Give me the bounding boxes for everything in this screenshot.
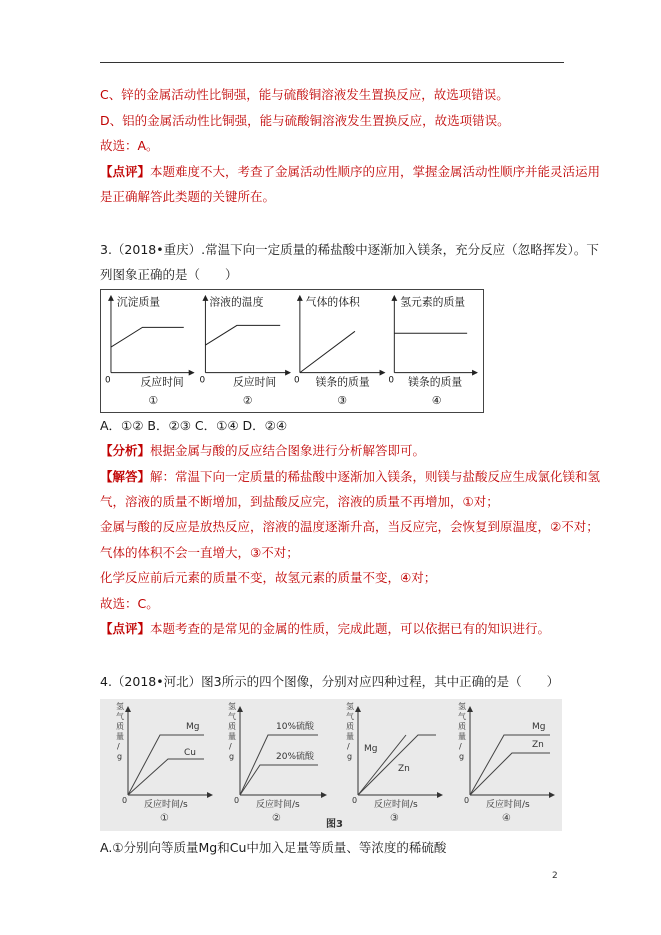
q3-graph-figure xyxy=(100,289,484,413)
svg-text:氢: 氢 xyxy=(346,702,354,711)
q3-graph-3-line xyxy=(300,331,355,372)
q3-stem-line2: 列图象正确的是（ ） xyxy=(100,267,238,282)
q3-graph-3-origin: 0 xyxy=(293,375,300,386)
q3-graph-3 xyxy=(294,295,385,407)
q4-figure-caption: 图3 xyxy=(326,819,343,830)
q3-graph-1-origin: 0 xyxy=(105,375,111,386)
q3-solution-line3: 金属与酸的反应是放热反应，溶液的温度逐渐升高，当反应完，会恢复到原温度，②不对； xyxy=(100,519,599,534)
q3-graph-4-origin: 0 xyxy=(388,375,395,386)
prev-option-d: D、铝的金属活动性比铜强，能与硫酸铜溶液发生置换反应，故选项错误。 xyxy=(100,113,510,128)
q4-graph-4-label-b: Zn xyxy=(532,740,544,750)
svg-text:质: 质 xyxy=(116,722,124,731)
q3-graph-2-number: ② xyxy=(242,394,253,408)
q3-graph-2-origin: 0 xyxy=(199,375,206,386)
q4-graph-4-number: ④ xyxy=(502,813,511,824)
q3-graph-3-number: ③ xyxy=(337,394,347,408)
svg-text:质: 质 xyxy=(228,722,236,731)
q4-graph-2-label-a: 10%硫酸 xyxy=(276,722,315,732)
q3-graph-2-xlabel: 反应时间 xyxy=(232,375,277,389)
svg-text:g: g xyxy=(117,752,123,761)
q4-graph-1-origin: 0 xyxy=(122,796,128,805)
svg-text:气: 气 xyxy=(116,712,124,721)
svg-text:g: g xyxy=(229,752,235,761)
svg-text:g: g xyxy=(459,752,465,761)
prev-answer: 故选：A。 xyxy=(100,138,159,153)
q4-graph-3-label-b: Zn xyxy=(398,764,410,774)
q3-graph-2-line xyxy=(205,325,280,345)
svg-text:g: g xyxy=(347,752,353,761)
svg-text:/: / xyxy=(229,742,232,751)
q4-graph-3-origin: 0 xyxy=(352,796,358,805)
q3-graph-1-line xyxy=(111,327,184,347)
q4-graph-2-xlabel: 反应时间/s xyxy=(256,800,300,810)
svg-text:量: 量 xyxy=(116,732,124,741)
svg-text:量: 量 xyxy=(346,732,354,741)
q4-graph-3-number: ③ xyxy=(390,813,399,824)
q4-graph-1-xlabel: 反应时间/s xyxy=(144,800,188,810)
q4-graph-1-label-a: Mg xyxy=(186,722,200,732)
svg-text:氢: 氢 xyxy=(458,702,466,711)
q4-option-a: A.①分别向等质量Mg和Cu中加入足量等质量、等浓度的稀硫酸 xyxy=(100,840,447,855)
solution-text: 解：常温下向一定质量的稀盐酸中逐渐加入镁条，则镁与盐酸反应生成氯化镁和氢 xyxy=(150,469,601,484)
q3-graph-4 xyxy=(388,295,477,407)
q4-graph-1-number: ① xyxy=(160,813,169,824)
q3-graph-1-number: ① xyxy=(148,394,159,408)
q3-comment xyxy=(100,620,550,638)
svg-text:质: 质 xyxy=(458,722,466,731)
analysis-text: 根据金属与酸的反应结合图象进行分析解答即可。 xyxy=(150,443,426,458)
q3-options: A．①② B．②③ C．①④ D．②④ xyxy=(100,418,288,433)
q3-solution-line2: 气，溶液的质量不断增加，到盐酸反应完，溶液的质量不再增加，①对； xyxy=(100,494,499,509)
q3-answer: 故选：C。 xyxy=(100,596,159,611)
svg-text:量: 量 xyxy=(458,732,466,741)
svg-text:气: 气 xyxy=(228,712,236,721)
q4-graph-3-label-a: Mg xyxy=(364,744,378,754)
prev-comment xyxy=(100,163,600,181)
svg-text:/: / xyxy=(117,742,120,751)
prev-comment-cont: 是正确解答此类题的关键所在。 xyxy=(100,189,276,204)
solution-tag: 【解答】 xyxy=(100,469,151,484)
q3-graph-4-ylabel: 氢元素的质量 xyxy=(400,295,466,309)
q3-graph-2-ylabel: 溶液的温度 xyxy=(209,295,264,309)
q3-analysis xyxy=(100,442,425,460)
q3-comment-tag: 【点评】 xyxy=(100,621,151,636)
q3-solution xyxy=(100,468,600,486)
q3-graph-1 xyxy=(105,295,194,407)
q4-graph-2-number: ② xyxy=(272,813,281,824)
prev-option-c: C、锌的金属活动性比铜强，能与硫酸铜溶液发生置换反应，故选项错误。 xyxy=(100,87,509,102)
q3-comment-text: 本题考查的是常见的金属的性质，完成此题，可以依据已有的知识进行。 xyxy=(150,621,551,636)
q3-stem-line1: 3.（2018•重庆）.常温下向一定质量的稀盐酸中逐渐加入镁条，充分反应（忽略挥发）。下 xyxy=(100,242,599,257)
svg-text:气: 气 xyxy=(346,712,354,721)
q3-graph-1-xlabel: 反应时间 xyxy=(140,375,184,389)
svg-text:气: 气 xyxy=(458,712,466,721)
q4-graph-2-origin: 0 xyxy=(234,796,240,805)
q3-solution-line5: 化学反应前后元素的质量不变，故氢元素的质量不变，④对； xyxy=(100,570,437,585)
q4-graph-4-xlabel: 反应时间/s xyxy=(486,800,530,810)
svg-text:/: / xyxy=(459,742,462,751)
q4-graph-1-label-b: Cu xyxy=(184,748,196,758)
svg-text:氢: 氢 xyxy=(116,702,124,711)
analysis-tag: 【分析】 xyxy=(100,443,151,458)
q3-graph-3-xlabel: 镁条的质量 xyxy=(315,375,370,389)
q4-figure-photo xyxy=(100,699,562,831)
q3-solution-line4: 气体的体积不会一直增大，③不对； xyxy=(100,545,299,560)
q3-graph-4-xlabel: 镁条的质量 xyxy=(408,375,463,389)
page-number: 2 xyxy=(552,871,558,881)
q3-graph-4-number: ④ xyxy=(431,394,442,408)
q3-graph-3-ylabel: 气体的体积 xyxy=(305,295,360,309)
q3-graph-2 xyxy=(200,295,291,407)
q3-graph-1-ylabel: 沉淀质量 xyxy=(116,295,161,309)
header-rule xyxy=(100,62,564,63)
q4-graph-4-origin: 0 xyxy=(464,796,470,805)
q4-graph-4-label-a: Mg xyxy=(532,722,546,732)
svg-text:量: 量 xyxy=(228,732,236,741)
svg-text:/: / xyxy=(347,742,350,751)
q4-graph-2-label-b: 20%硫酸 xyxy=(276,752,315,762)
svg-text:氢: 氢 xyxy=(228,702,236,711)
q4-graph-3-xlabel: 反应时间/s xyxy=(374,800,418,810)
q4-stem: 4.（2018•河北）图3所示的四个图像，分别对应四种过程，其中正确的是（ ） xyxy=(100,674,560,689)
comment-text: 本题难度不大，考查了金属活动性顺序的应用，掌握金属活动性顺序并能灵活运用 xyxy=(150,164,601,179)
comment-tag: 【点评】 xyxy=(100,164,151,179)
svg-text:质: 质 xyxy=(346,722,354,731)
